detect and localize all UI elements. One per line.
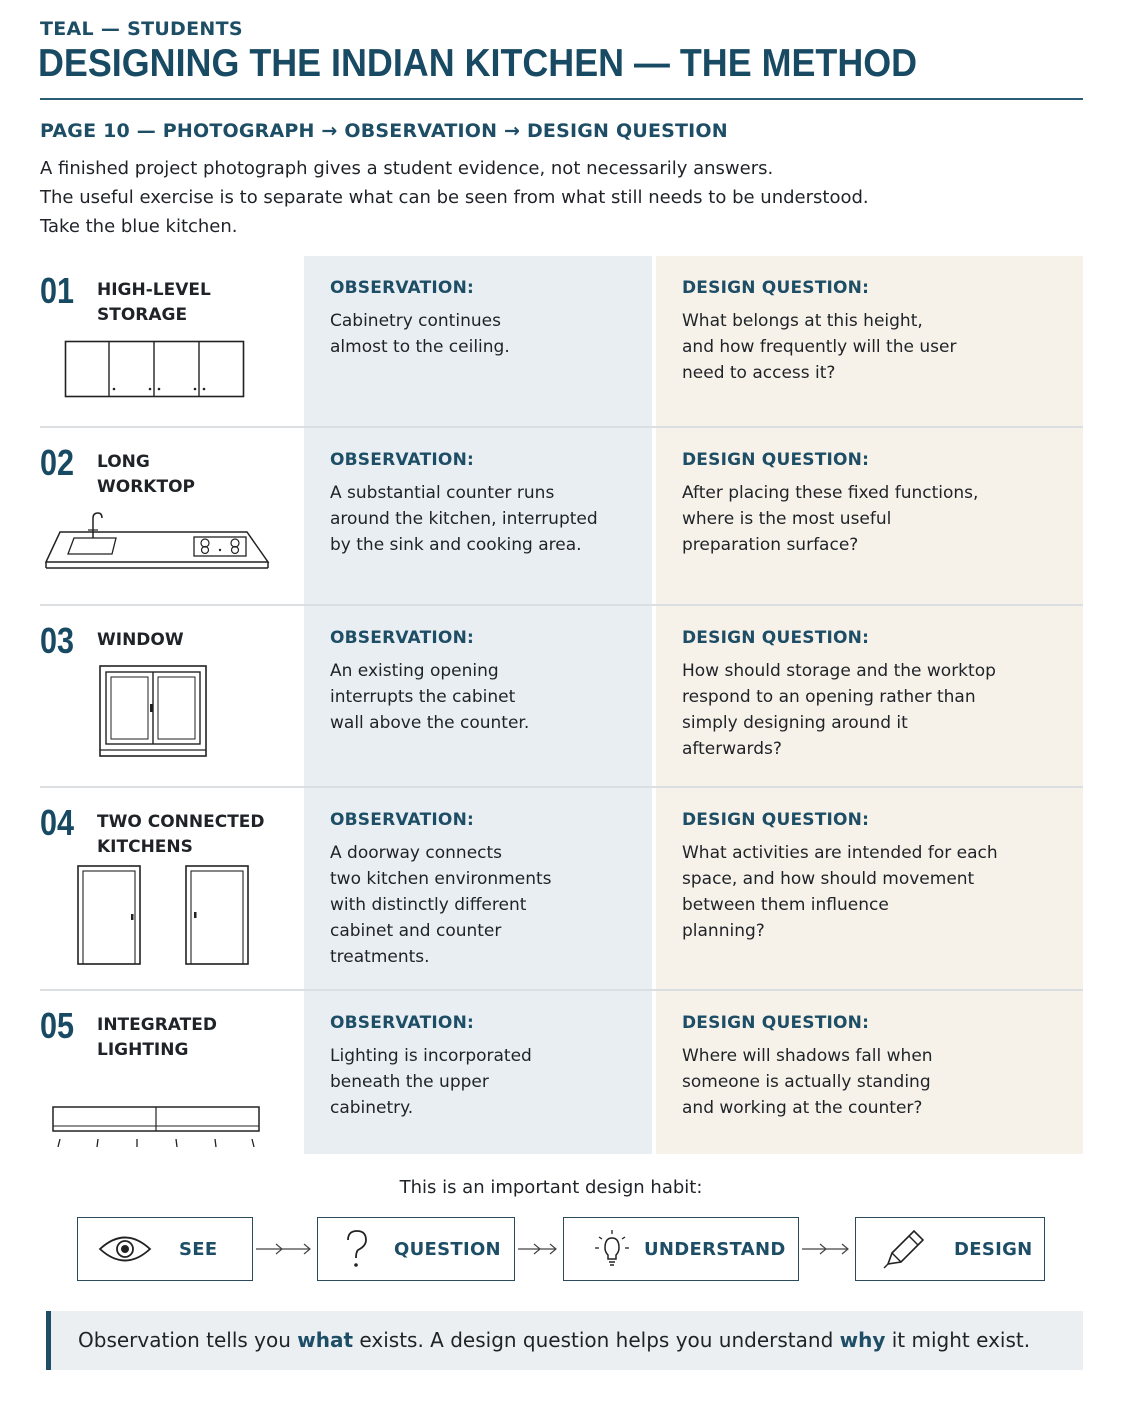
observation-cell (304, 991, 652, 1154)
page-title: DESIGNING THE INDIAN KITCHEN — THE METHOD (38, 42, 918, 85)
row-label-line: KITCHENS (97, 837, 193, 857)
observation-heading: OBSERVATION: (330, 628, 474, 648)
intro-line: Take the blue kitchen. (40, 216, 238, 237)
observation-text (330, 1043, 626, 1121)
observation-cell (304, 606, 652, 786)
row-label (97, 278, 211, 328)
row-label-line: LONG (97, 452, 150, 472)
design-question-cell (656, 991, 1083, 1154)
text-line: After placing these fixed functions, (682, 483, 979, 503)
text-line: A doorway connects (330, 843, 503, 863)
observation-text (330, 658, 626, 736)
design-question-text (682, 658, 1057, 762)
brand-label: TEAL — STUDENTS (40, 18, 243, 40)
callout-text (78, 1328, 1030, 1352)
observation-heading: OBSERVATION: (330, 278, 474, 298)
text-line: need to access it? (682, 363, 836, 383)
row-label-cell (40, 991, 304, 1154)
table-row (40, 991, 1083, 1154)
window-icon (98, 664, 208, 758)
design-question-text (682, 480, 1057, 558)
text-line: wall above the counter. (330, 713, 530, 733)
question-mark-icon (344, 1229, 370, 1269)
design-question-cell (656, 428, 1083, 604)
text-line: An existing opening (330, 661, 499, 681)
design-question-heading: DESIGN QUESTION: (682, 1013, 870, 1033)
callout-box (46, 1311, 1083, 1370)
row-label (97, 1013, 217, 1063)
observation-cell (304, 256, 652, 426)
observation-grid (40, 256, 1083, 1154)
row-label-line: TWO CONNECTED (97, 812, 265, 832)
design-question-text (682, 308, 1057, 386)
title-divider (40, 98, 1083, 100)
table-row (40, 428, 1083, 606)
observation-heading: OBSERVATION: (330, 450, 474, 470)
step-label-question: QUESTION (394, 1238, 501, 1260)
callout-emphasis: why (839, 1328, 886, 1352)
text-line: someone is actually standing (682, 1072, 931, 1092)
step-label-design: DESIGN (954, 1238, 1033, 1260)
design-question-heading: DESIGN QUESTION: (682, 810, 870, 830)
text-line: space, and how should movement (682, 869, 975, 889)
text-line: preparation surface? (682, 535, 859, 555)
row-number: 03 (40, 620, 75, 661)
observation-text (330, 840, 626, 970)
row-label-line: LIGHTING (97, 1040, 189, 1060)
step-label-see: SEE (179, 1238, 218, 1260)
text-line: two kitchen environments (330, 869, 552, 889)
design-question-cell (656, 788, 1083, 989)
text-line: around the kitchen, interrupted (330, 509, 598, 529)
text-line: cabinetry. (330, 1098, 414, 1118)
row-number: 02 (40, 442, 75, 483)
lightbulb-icon (594, 1229, 630, 1269)
row-label (97, 450, 195, 500)
text-line: What activities are intended for each (682, 843, 998, 863)
row-number: 05 (40, 1005, 75, 1046)
step-design (855, 1217, 1045, 1281)
row-label-line: WINDOW (97, 630, 184, 650)
text-line: Where will shadows fall when (682, 1046, 933, 1066)
step-see (77, 1217, 253, 1281)
under-cabinet-light-icon (50, 1105, 264, 1165)
text-line: respond to an opening rather than (682, 687, 976, 707)
row-label-cell (40, 256, 304, 426)
design-question-heading: DESIGN QUESTION: (682, 278, 870, 298)
observation-heading: OBSERVATION: (330, 1013, 474, 1033)
text-line: beneath the upper (330, 1072, 489, 1092)
row-label-line: INTEGRATED (97, 1015, 217, 1035)
text-line: How should storage and the worktop (682, 661, 996, 681)
text-line: Cabinetry continues (330, 311, 501, 331)
pencil-icon (882, 1228, 926, 1270)
text-line: cabinet and counter (330, 921, 502, 941)
arrow-icon (254, 1241, 316, 1257)
text-line: between them influence (682, 895, 889, 915)
row-label-cell (40, 428, 304, 604)
step-label-understand: UNDERSTAND (644, 1238, 786, 1260)
observation-heading: OBSERVATION: (330, 810, 474, 830)
design-habit-flow (0, 1217, 1122, 1281)
design-question-heading: DESIGN QUESTION: (682, 628, 870, 648)
row-label-line: HIGH-LEVEL (97, 280, 211, 300)
text-line: with distinctly different (330, 895, 527, 915)
table-row (40, 606, 1083, 788)
row-label (97, 628, 184, 653)
text-line: Lighting is incorporated (330, 1046, 532, 1066)
design-question-text (682, 1043, 1057, 1121)
wall-cabinets-icon (64, 340, 246, 400)
design-question-cell (656, 606, 1083, 786)
row-label-cell (40, 788, 304, 989)
arrow-icon (800, 1241, 854, 1257)
row-label-line: WORKTOP (97, 477, 195, 497)
text-line: What belongs at this height, (682, 311, 923, 331)
observation-cell (304, 788, 652, 989)
row-label (97, 810, 265, 860)
text-line: almost to the ceiling. (330, 337, 510, 357)
text-line: afterwards? (682, 739, 782, 759)
table-row (40, 788, 1083, 991)
observation-text (330, 308, 626, 360)
text-line: interrupts the cabinet (330, 687, 516, 707)
row-label-line: STORAGE (97, 305, 188, 325)
callout-text-part: it might exist. (885, 1328, 1031, 1352)
section-heading: PAGE 10 — PHOTOGRAPH → OBSERVATION → DESIGN QUESTION (40, 120, 728, 142)
step-question (317, 1217, 515, 1281)
text-line: A substantial counter runs (330, 483, 555, 503)
text-line: planning? (682, 921, 765, 941)
callout-text-part: exists. A design question helps you understand (353, 1328, 840, 1352)
observation-text (330, 480, 626, 558)
callout-emphasis: what (297, 1328, 354, 1352)
text-line: treatments. (330, 947, 430, 967)
design-question-text (682, 840, 1057, 944)
step-understand (563, 1217, 799, 1281)
habit-intro: This is an important design habit: (399, 1177, 703, 1198)
design-question-cell (656, 256, 1083, 426)
text-line: and how frequently will the user (682, 337, 957, 357)
row-label-cell (40, 606, 304, 786)
intro-text (40, 154, 869, 241)
intro-line: The useful exercise is to separate what can be seen from what still needs to be understood. (40, 187, 869, 208)
eye-icon (98, 1234, 152, 1264)
row-number: 01 (40, 270, 75, 311)
callout-text-part: Observation tells you (78, 1328, 298, 1352)
design-question-heading: DESIGN QUESTION: (682, 450, 870, 470)
text-line: and working at the counter? (682, 1098, 923, 1118)
arrow-icon (516, 1241, 562, 1257)
intro-line: A finished project photograph gives a student evidence, not necessarily answers. (40, 158, 774, 179)
worktop-icon (42, 510, 272, 572)
observation-cell (304, 428, 652, 604)
row-number: 04 (40, 802, 75, 843)
table-row (40, 256, 1083, 428)
text-line: where is the most useful (682, 509, 892, 529)
text-line: by the sink and cooking area. (330, 535, 582, 555)
doors-icon (76, 864, 252, 966)
text-line: simply designing around it (682, 713, 908, 733)
